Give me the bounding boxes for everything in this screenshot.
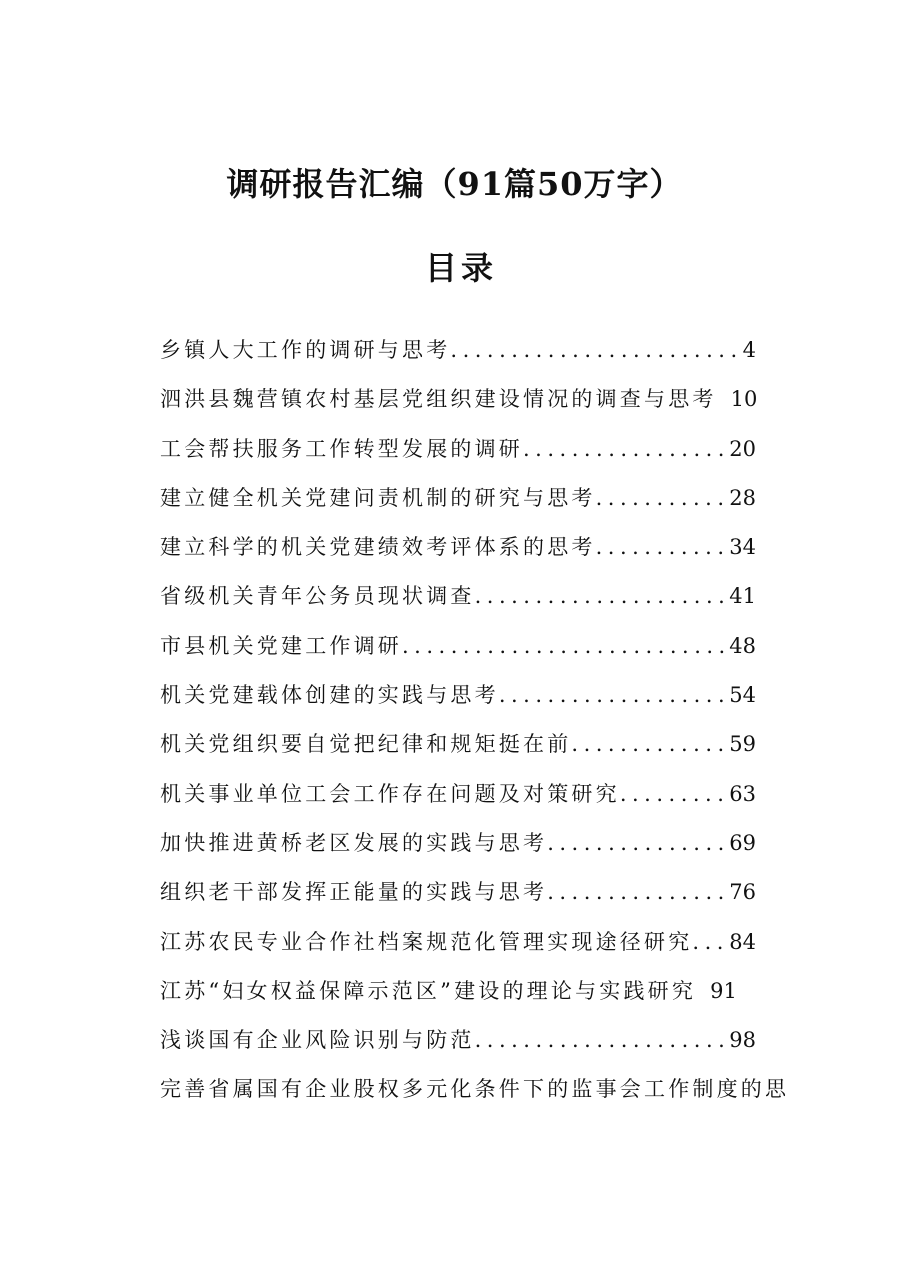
toc-entry-title: 泗洪县魏营镇农村基层党组织建设情况的调查与思考 <box>160 387 717 412</box>
toc-entry-page: 34 <box>729 535 756 560</box>
toc-leader-dots <box>475 572 730 621</box>
toc-entry-15[interactable] <box>160 1016 756 1065</box>
toc-entry-title: 江苏“妇女权益保障示范区”建设的理论与实践研究 <box>160 978 697 1003</box>
toc-entry-page: 20 <box>729 436 756 461</box>
document-title: 调研报告汇编（91篇50万字） <box>226 165 683 203</box>
toc-entry-title: 建立科学的机关党建绩效考评体系的思考 <box>160 535 596 560</box>
toc-entry-title: 江苏农民专业合作社档案规范化管理实现途径研究 <box>160 929 693 954</box>
toc-entry-page: 84 <box>729 929 756 954</box>
toc-entry-page: 98 <box>729 1028 756 1053</box>
toc-entry-2[interactable] <box>160 375 756 424</box>
toc-entry-page: 41 <box>729 584 756 609</box>
toc-entry-4[interactable] <box>160 474 756 523</box>
toc-entry-5[interactable] <box>160 523 756 572</box>
toc-entry-14[interactable] <box>160 967 756 1016</box>
toc-leader-dots <box>692 918 729 967</box>
toc-entry-title: 完善省属国有企业股权多元化条件下的监事会工作制度的思 <box>160 1077 790 1102</box>
toc-entry-page: 59 <box>729 732 756 757</box>
toc-entry-page: 28 <box>729 485 756 510</box>
toc-entry-3[interactable] <box>160 425 756 474</box>
toc-entry-13[interactable] <box>160 918 756 967</box>
toc-entry-page: 48 <box>729 633 756 658</box>
toc-entry-7[interactable] <box>160 622 756 671</box>
toc-entry-page: 76 <box>729 880 756 905</box>
toc-leader-dots <box>402 622 729 671</box>
toc-entry-title: 加快推进黄桥老区发展的实践与思考 <box>160 830 548 855</box>
toc-entry-page: 10 <box>730 387 758 412</box>
toc-entry-title: 工会帮扶服务工作转型发展的调研 <box>160 436 523 461</box>
toc-entry-9[interactable] <box>160 720 756 769</box>
toc-leader-dots <box>620 770 729 819</box>
toc-entry-11[interactable] <box>160 819 756 868</box>
toc-entry-title: 省级机关青年公务员现状调查 <box>160 584 475 609</box>
toc-entry-page: 63 <box>729 781 756 806</box>
toc-entry-page: 91 <box>710 978 737 1003</box>
toc-leader-dots <box>571 720 729 769</box>
toc-leader-dots <box>596 474 730 523</box>
toc-heading: 目录 <box>424 249 497 287</box>
toc-leader-dots <box>547 868 729 917</box>
toc-leader-dots <box>523 425 729 474</box>
toc-entry-10[interactable] <box>160 770 756 819</box>
toc-entry-page: 4 <box>742 338 756 362</box>
toc-entry-6[interactable] <box>160 572 756 621</box>
toc-entry-title: 机关事业单位工会工作存在问题及对策研究 <box>160 781 620 806</box>
toc-entry-1[interactable] <box>160 326 756 375</box>
toc-entry-title: 机关党建载体创建的实践与思考 <box>160 683 499 708</box>
toc-leader-dots <box>547 819 729 868</box>
toc-entry-title: 市县机关党建工作调研 <box>160 633 402 658</box>
toc-entry-page: 54 <box>729 683 756 708</box>
toc-entry-8[interactable] <box>160 671 756 720</box>
toc-leader-dots <box>475 1016 730 1065</box>
toc-leader-dots <box>450 326 742 375</box>
table-of-contents <box>160 326 800 1115</box>
toc-entry-title: 机关党组织要自觉把纪律和规矩挺在前 <box>160 732 572 757</box>
toc-leader-dots <box>499 671 729 720</box>
toc-entry-title: 建立健全机关党建问责机制的研究与思考 <box>160 485 596 510</box>
toc-entry-title: 组织老干部发挥正能量的实践与思考 <box>160 880 548 905</box>
toc-leader-dots <box>596 523 730 572</box>
toc-entry-title: 乡镇人大工作的调研与思考 <box>160 338 451 362</box>
toc-entry-16[interactable] <box>160 1065 800 1114</box>
toc-entry-12[interactable] <box>160 868 756 917</box>
toc-entry-title: 浅谈国有企业风险识别与防范 <box>160 1028 475 1053</box>
toc-entry-page: 69 <box>729 830 756 855</box>
